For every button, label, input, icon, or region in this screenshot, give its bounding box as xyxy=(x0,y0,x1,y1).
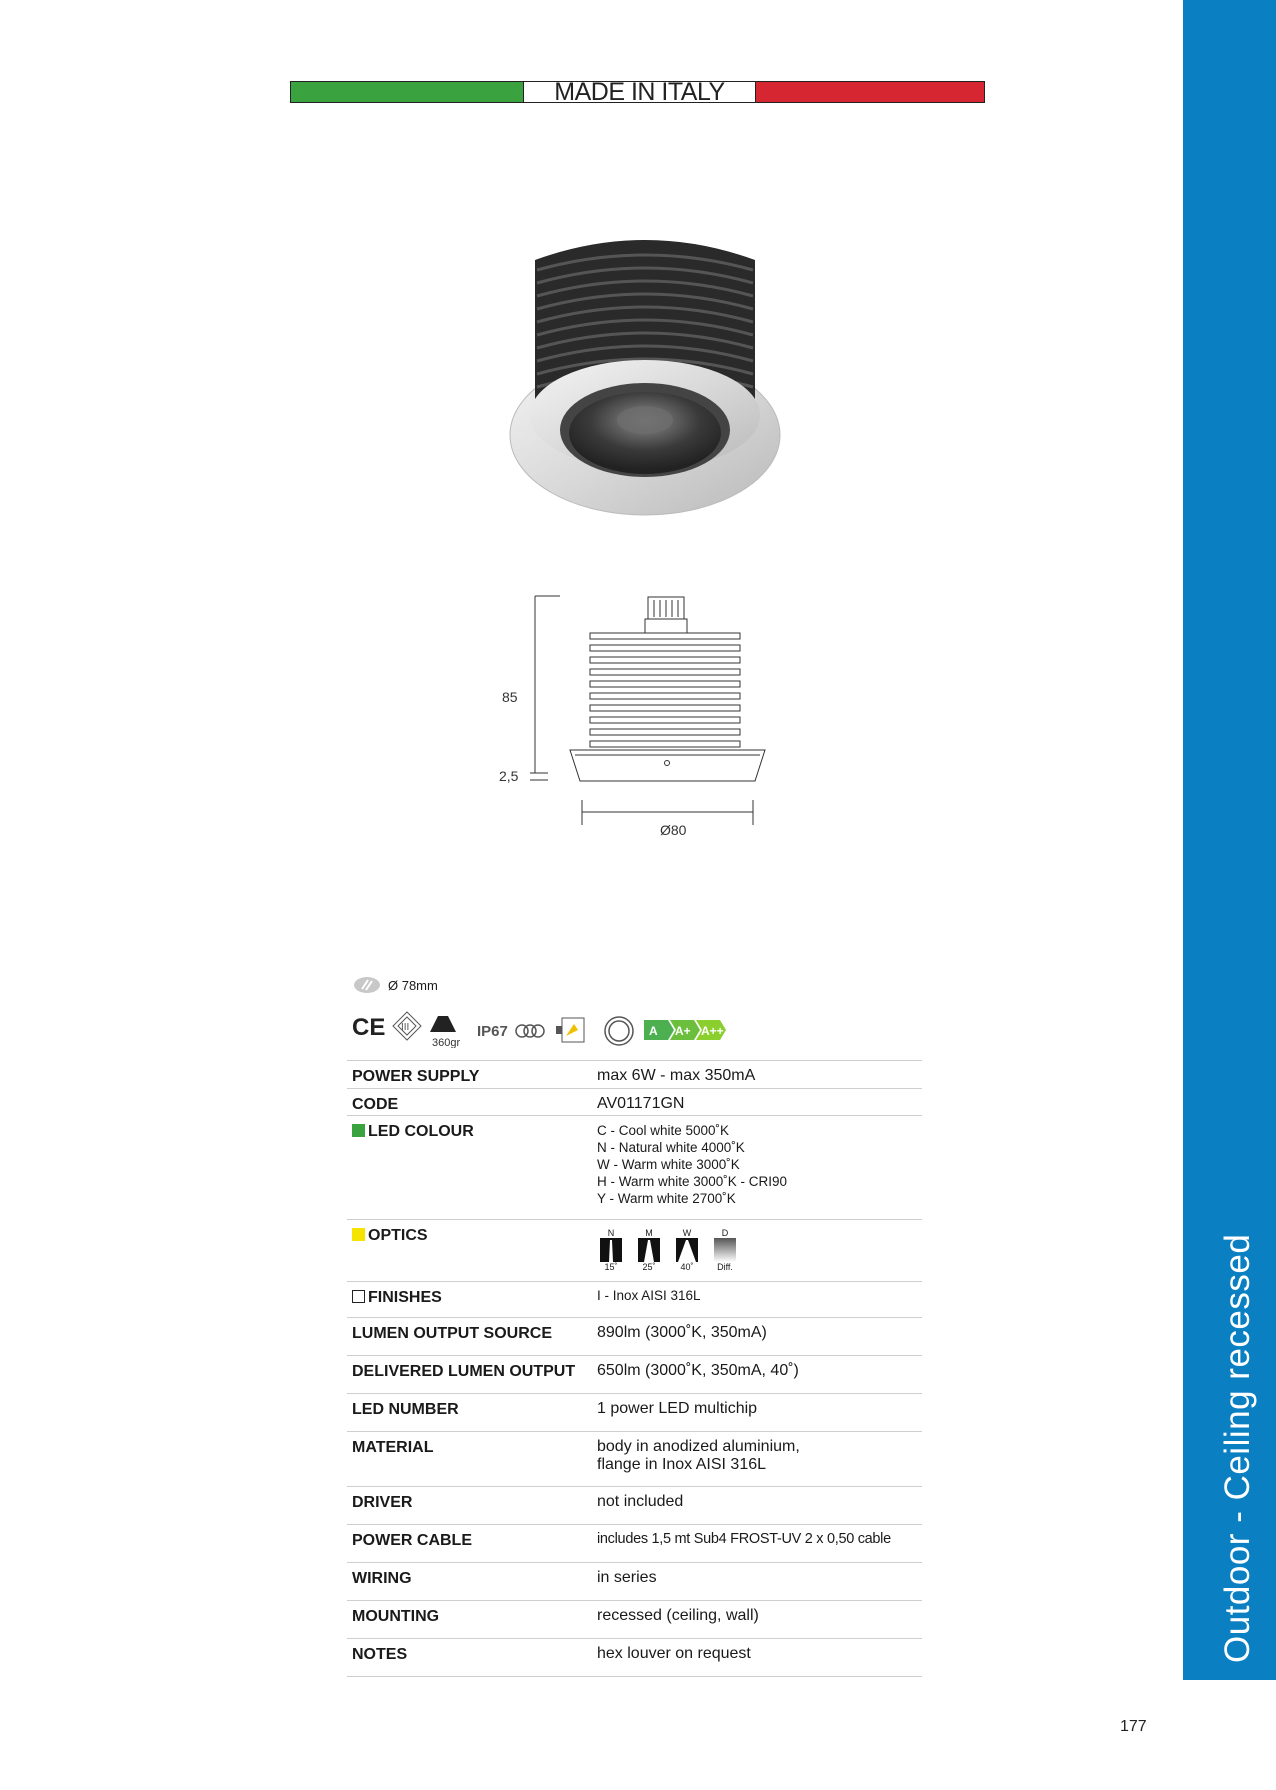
led-colour-label: LED COLOUR xyxy=(347,1116,592,1220)
driver-type-icon xyxy=(516,1025,544,1037)
power-cable-value: includes 1,5 mt Sub4 FROST-UV 2 x 0,50 cable xyxy=(592,1525,922,1563)
empty-square-icon xyxy=(352,1290,365,1303)
cut-out-icon xyxy=(352,976,382,994)
led-colour-option: Y - Warm white 2700˚K xyxy=(597,1191,736,1206)
optic-wide: W 40˚ xyxy=(673,1228,701,1272)
made-in-italy-banner xyxy=(290,78,985,106)
beam-angle-icon xyxy=(430,1016,460,1048)
table-row xyxy=(347,1525,922,1563)
code-label: CODE xyxy=(347,1089,592,1116)
lumen-source-label: LUMEN OUTPUT SOURCE xyxy=(347,1318,592,1356)
svg-text:360gr: 360gr xyxy=(432,1037,461,1048)
category-label: Outdoor - Ceiling recessed xyxy=(1218,1233,1257,1663)
cut-out-label: Ø 78mm xyxy=(388,977,438,993)
page-number: 177 xyxy=(1120,1718,1147,1735)
ce-mark: CE xyxy=(352,1014,386,1041)
led-number-value: 1 power LED multichip xyxy=(592,1394,922,1432)
table-row xyxy=(347,1116,922,1220)
table-row xyxy=(347,1432,922,1487)
material-label: MATERIAL xyxy=(347,1432,592,1487)
driver-label: DRIVER xyxy=(347,1487,592,1525)
table-row xyxy=(347,1601,922,1639)
optics-options xyxy=(592,1220,922,1282)
yellow-square-icon xyxy=(352,1228,365,1241)
table-row xyxy=(347,1639,922,1677)
finishes-label: FINISHES xyxy=(347,1282,592,1318)
table-row xyxy=(347,1282,922,1318)
optic-medium: M 25˚ xyxy=(635,1228,663,1272)
optics-label: OPTICS xyxy=(347,1220,592,1282)
flag-red-stripe xyxy=(755,82,984,102)
table-row xyxy=(347,1487,922,1525)
flange-dimension: 2,5 xyxy=(499,768,519,784)
code-value: AV01171GN xyxy=(592,1089,922,1116)
material-value: body in anodized aluminium, flange in Inox AISI 316L xyxy=(592,1432,922,1487)
svg-text:A+: A+ xyxy=(675,1024,691,1038)
power-supply-value: max 6W - max 350mA xyxy=(592,1061,922,1089)
wiring-label: WIRING xyxy=(347,1563,592,1601)
svg-text:A: A xyxy=(649,1024,658,1038)
class-iii-icon xyxy=(393,1012,421,1040)
diameter-dimension: Ø80 xyxy=(660,822,687,838)
table-row xyxy=(347,1563,922,1601)
led-colour-option: H - Warm white 3000˚K - CRI90 xyxy=(597,1174,788,1189)
led-colour-option: W - Warm white 3000˚K xyxy=(597,1157,740,1172)
mounting-label: MOUNTING xyxy=(347,1601,592,1639)
product-photo xyxy=(500,225,790,525)
made-in-italy-label: MADE IN ITALY xyxy=(524,82,755,102)
led-colour-option: C - Cool white 5000˚K xyxy=(597,1123,730,1138)
delivered-lumen-value: 650lm (3000˚K, 350mA, 40˚) xyxy=(592,1356,922,1394)
led-colour-option: N - Natural white 4000˚K xyxy=(597,1140,745,1155)
table-row xyxy=(347,1220,922,1282)
energy-class-icon xyxy=(644,1020,726,1040)
flag-green-stripe xyxy=(291,82,524,102)
led-colour-options xyxy=(592,1116,922,1220)
green-square-icon xyxy=(352,1124,365,1137)
wiring-value: in series xyxy=(592,1563,922,1601)
svg-text:A++: A++ xyxy=(701,1024,724,1038)
optic-narrow-icon xyxy=(600,1238,622,1262)
ip-rating: IP67 xyxy=(477,1023,508,1040)
led-number-label: LED NUMBER xyxy=(347,1394,592,1432)
table-row xyxy=(347,1394,922,1432)
svg-text:III: III xyxy=(401,1022,410,1033)
specs-table xyxy=(347,1060,922,1677)
lumen-source-value: 890lm (3000˚K, 350mA) xyxy=(592,1318,922,1356)
table-row xyxy=(347,1089,922,1116)
power-cable-icon xyxy=(605,1017,633,1045)
table-row xyxy=(347,1061,922,1089)
optic-medium-icon xyxy=(638,1238,660,1262)
delivered-lumen-label: DELIVERED LUMEN OUTPUT xyxy=(347,1356,592,1394)
install-surface-icon xyxy=(556,1018,584,1042)
optic-diffuse-icon xyxy=(714,1238,736,1262)
power-supply-label: POWER SUPPLY xyxy=(347,1061,592,1089)
cut-out-row xyxy=(352,976,438,994)
table-row xyxy=(347,1318,922,1356)
table-row xyxy=(347,1356,922,1394)
optic-narrow: N 15˚ xyxy=(597,1228,625,1272)
certification-icons xyxy=(352,1006,752,1048)
optic-wide-icon xyxy=(676,1238,698,1262)
mounting-value: recessed (ceiling, wall) xyxy=(592,1601,922,1639)
notes-label: NOTES xyxy=(347,1639,592,1677)
driver-value: not included xyxy=(592,1487,922,1525)
optic-diffuse: D Diff. xyxy=(711,1228,739,1272)
dimension-drawing xyxy=(480,585,780,845)
height-dimension: 85 xyxy=(502,689,518,705)
notes-value: hex louver on request xyxy=(592,1639,922,1677)
finishes-value: I - Inox AISI 316L xyxy=(592,1282,922,1318)
power-cable-label: POWER CABLE xyxy=(347,1525,592,1563)
